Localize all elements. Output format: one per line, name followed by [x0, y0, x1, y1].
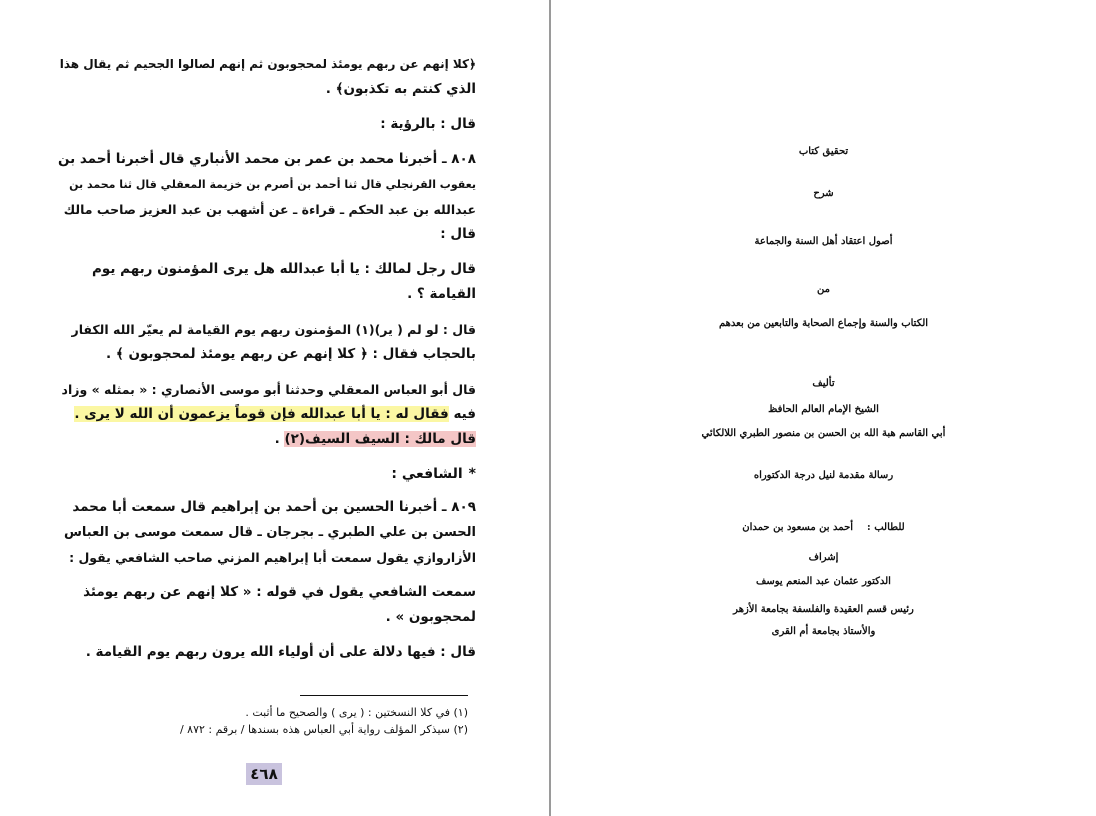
- text-line: قال : بالرؤية :: [380, 116, 476, 132]
- paragraph: [56, 112, 476, 137]
- text-line: الحسن بن علي الطبري ـ بجرجان ـ قال سمعت موسى بن العباس: [63, 525, 476, 540]
- text-fragment: .: [274, 431, 280, 447]
- supervisor-position: رئيس قسم العقيدة والفلسفة بجامعة الأزهر: [733, 604, 914, 615]
- paragraph: [56, 580, 476, 630]
- student-label: للطالب :: [867, 522, 905, 533]
- paragraph: [56, 52, 476, 102]
- text-line: عبدالله بن عبد الحكم ـ قراءة ـ عن أشهب بن عبد العزيز صاحب مالك: [63, 202, 476, 217]
- title-min: من: [817, 284, 830, 295]
- student-line: [551, 522, 1096, 533]
- main-title: أصول اعتقاد أهل السنة والجماعة: [754, 236, 893, 247]
- author-honorific: الشيخ الإمام العالم الحافظ: [768, 404, 879, 415]
- asterisk-icon: *: [468, 466, 476, 482]
- text-line: قال رجل لمالك : يا أبا عبدالله هل يرى المؤمنون ربهم يوم: [91, 261, 476, 277]
- text-line: قال أبو العباس المعقلي وحدثنا أبو موسى الأنصاري : « بمثله » وزاد: [61, 382, 476, 397]
- text-line: سمعت الشافعي يقول في قوله : « كلا إنهم عن ربهم يومئذ: [83, 584, 476, 600]
- paragraph: [56, 495, 476, 570]
- title-sharh: شرح: [813, 188, 834, 199]
- pink-highlight: قال مالك : السيف السيف(٢): [284, 431, 476, 447]
- text-line: الذي كنتم به تكذبون﴾ .: [325, 81, 476, 97]
- text-fragment: فيه: [453, 406, 476, 422]
- text-line: بالحجاب فقال : ﴿ كلا إنهم عن ربهم يومئذ لمحجوبون ﴾ .: [106, 346, 476, 362]
- right-page-title: [551, 0, 1096, 816]
- supervisor-position-2: والأستاذ بجامعة أم القرى: [771, 626, 876, 637]
- supervision-label: إشراف: [808, 552, 839, 563]
- footnote: (١) في كلا النسختين : ( يرى ) والصحيح ما أثبت .: [245, 706, 468, 719]
- yellow-highlight: فقال له : يا أبا عبدالله فإن قوماً يزعمون أن الله لا يرى .: [74, 406, 449, 422]
- text-line: ﴿كلا إنهم عن ربهم يومئذ لمحجوبون ثم إنهم لصالوا الجحيم ثم يقال هذا: [59, 57, 476, 71]
- text-line: ٨٠٩ ـ أخبرنا الحسين بن أحمد بن إبراهيم قال سمعت أبا محمد: [72, 499, 476, 515]
- paragraph: [56, 317, 476, 367]
- text-line: الأزاروازي يقول سمعت أبا إبراهيم المزني صاحب الشافعي يقول :: [69, 550, 476, 565]
- text-line: [56, 402, 476, 427]
- thesis-statement: رسالة مقدمة لنيل درجة الدكتوراه: [753, 470, 894, 481]
- section-heading: [56, 462, 476, 487]
- text-line: القيامة ؟ .: [407, 286, 476, 302]
- text-line: لمحجوبون » .: [385, 609, 476, 625]
- text-line: قال : فيها دلالة على أن أولياء الله يرون ربهم يوم القيامة .: [85, 644, 476, 660]
- paragraph: [56, 147, 476, 247]
- text-line: يعقوب القرنجلي قال ثنا أحمد بن أصرم بن خزيمة المعقلي قال ثنا محمد بن: [69, 178, 476, 191]
- paragraph: [56, 640, 476, 665]
- text-line: [56, 427, 476, 452]
- text-line: قال : لو لم ( ير)(١) المؤمنون ربهم يوم القيامة لم يعيّر الله الكفار: [71, 322, 476, 337]
- footnotes: [150, 704, 468, 738]
- paragraph-highlighted: [56, 377, 476, 452]
- paragraph: [56, 257, 476, 307]
- title-sources: الكتاب والسنة وإجماع الصحابة والتابعين من بعدهم: [718, 318, 929, 329]
- footnote-divider: [300, 695, 468, 696]
- body-text: [56, 52, 476, 675]
- author-name: أبي القاسم هبة الله بن الحسن بن منصور الطبري اللالكائي: [701, 428, 946, 439]
- supervisor-name: الدكتور عثمان عبد المنعم يوسف: [756, 576, 891, 587]
- title-tahqiq: تحقيق كتاب: [798, 146, 849, 157]
- text-line: ٨٠٨ ـ أخبرنا محمد بن عمر بن محمد الأنباري قال أخبرنا أحمد بن: [57, 151, 476, 167]
- talif-label: تأليف: [812, 378, 835, 389]
- section-heading-text: الشافعي :: [391, 466, 463, 482]
- page-number: ٤٦٨: [246, 763, 282, 785]
- text-line: قال :: [440, 226, 476, 242]
- footnote: (٢) سيذكر المؤلف رواية أبي العباس هذه بسندها / برقم : ٨٧٢ /: [179, 723, 468, 736]
- student-name: أحمد بن مسعود بن حمدان: [742, 522, 854, 533]
